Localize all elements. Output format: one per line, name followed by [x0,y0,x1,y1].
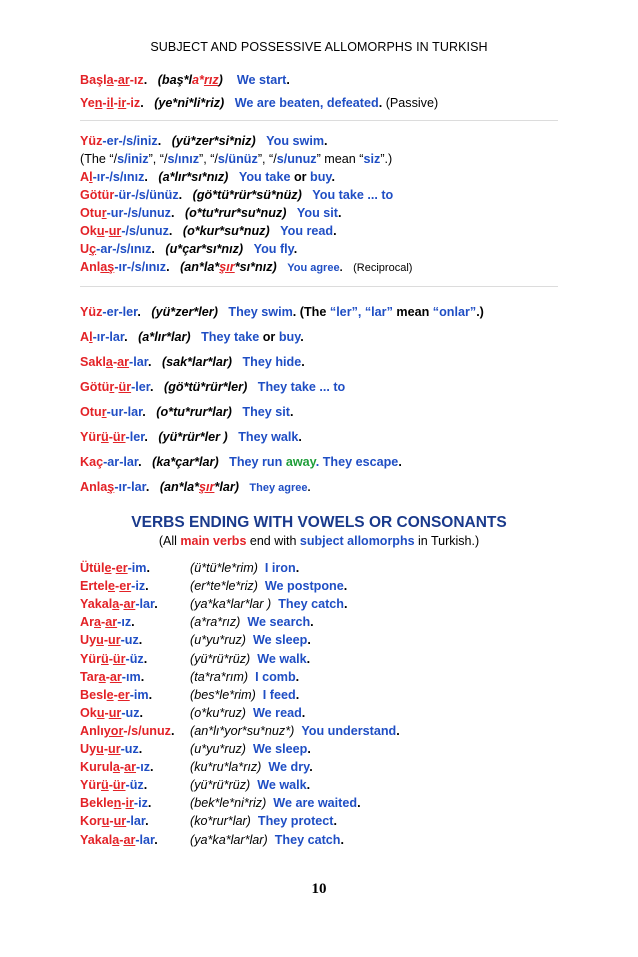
sentence-ucarsiniz: Uç-ar-/s/ınız. (u*çar*sı*nız) You fly. [80,242,298,256]
table-row-translation: (a*ra*rız) We search. [190,615,314,630]
table-row-translation: (yü*rü*rüz) We walk. [190,651,311,666]
table-row-word: Oku-ur-uz. [80,705,143,720]
table-row-translation: (ku*ru*la*rız) We dry. [190,760,313,775]
table-row-word: Besle-er-im. [80,687,153,702]
table-row-translation: (er*te*le*riz) We postpone. [190,579,348,594]
sentence-oturursunuz: Otur-ur-/s/unuz. (o*tu*rur*su*nuz) You sit. [80,206,342,220]
sentence-alirsiniz: Al-ır-/s/ınız. (a*lır*sı*nız) You take or buy. [80,170,336,184]
table-row-word: Yakala-ar-lar. [80,597,158,612]
table-row-word: Yakala-ar-lar. [80,832,158,847]
sentence-anlasirlar: Anlaş-ır-lar. (an*la*şır*lar) They agree. [80,480,311,494]
table-row-translation: (ya*ka*lar*lar) They catch. [190,832,344,847]
section-title: VERBS ENDING WITH VOWELS OR CONSONANTS [131,514,507,531]
divider [80,120,558,121]
table-row-word: Ütüle-er-im. [80,561,150,575]
sentence-yuzerler: Yüz-er-ler. (yü*zer*ler) They swim. (The “ler”, “lar” mean “onlar”.) [80,305,484,319]
sentence-alirlar: Al-ır-lar. (a*lır*lar) They take or buy. [80,330,304,344]
table-row-word: Uyu-ur-uz. [80,742,143,756]
sentence-yururler: Yürü-ür-ler. (yü*rür*ler ) They walk. [80,430,302,444]
sentence-okursunuz: Oku-ur-/s/unuz. (o*kur*su*nuz) You read. [80,224,337,238]
sentence-yeniliriz: Yen-il-ir-iz. (ye*ni*li*riz) We are beaten, defeated. (Passive) [80,96,439,110]
table-row-translation: (u*yu*ruz) We sleep. [190,742,311,756]
section-subtitle: (All main verbs end with subject allomorphs in Turkish.) [158,534,480,548]
table-row-word: Uyu-ur-uz. [80,633,143,648]
table-row-word: Ara-ar-ız. [80,615,135,630]
sentence-kacarlar: Kaç-ar-lar. (ka*çar*lar) They run away. They escape. [80,455,402,469]
table-row-word: Yürü-ür-üz. [80,778,148,793]
note-siz: (The “/s/iniz”, “/s/ınız”, “/s/ünüz”, “/s/unuz” mean “siz”.) [80,152,393,166]
page-number: 10 [311,881,327,897]
table-row-word: Ertele-er-iz. [80,579,149,594]
table-row-translation: (o*ku*ruz) We read. [190,705,306,720]
table-row-translation: (bes*le*rim) I feed. [190,687,300,702]
sentence-goturursunuz: Götür-ür-/s/ünüz. (gö*tü*rür*sü*nüz) You take ... to [80,188,394,202]
table-row-translation: (ta*ra*rım) I comb. [190,669,300,684]
table-row-word: Yürü-ür-üz. [80,651,148,666]
sentence-baslariz: Başla-ar-ız. (baş*la*rız) We start. [80,73,290,87]
table-row-translation: (yü*rü*rüz) We walk. [190,778,311,793]
table-row-word: Beklen-ir-iz. [80,796,152,811]
table-row-translation: (ya*ka*lar*lar ) They catch. [190,597,348,612]
table-row-word: Anlıyor-/s/unuz. [80,723,175,738]
table-row-translation: (bek*le*ni*riz) We are waited. [190,796,361,811]
table-row-word: Tara-ar-ım. [80,669,145,684]
table-row-translation: (ko*rur*lar) They protect. [190,814,337,829]
page-header: SUBJECT AND POSSESSIVE ALLOMORPHS IN TURKISH [150,40,488,54]
sentence-yuzersiniz: Yüz-er-/s/iniz. (yü*zer*si*niz) You swim. [80,134,328,148]
sentence-anlasirsiniz: Anlaş-ır-/s/ınız. (an*la*şır*sı*nız) You agree. (Reciprocal) [80,260,413,274]
table-row-word: Kurula-ar-ız. [80,760,154,775]
table-row-word: Koru-ur-lar. [80,814,149,829]
sentence-goturler: Götür-ür-ler. (gö*tü*rür*ler) They take ... to [80,380,346,394]
sentence-oturlar: Otur-ur-lar. (o*tu*rur*lar) They sit. [80,405,294,419]
sentence-saklarlar: Sakla-ar-lar. (sak*lar*lar) They hide. [80,355,305,369]
table-row-translation: (ü*tü*le*rim) I iron. [190,561,300,575]
table-row-translation: (an*lı*yor*su*nuz*) You understand. [190,723,400,738]
divider [80,286,558,287]
table-row-translation: (u*yu*ruz) We sleep. [190,633,311,648]
